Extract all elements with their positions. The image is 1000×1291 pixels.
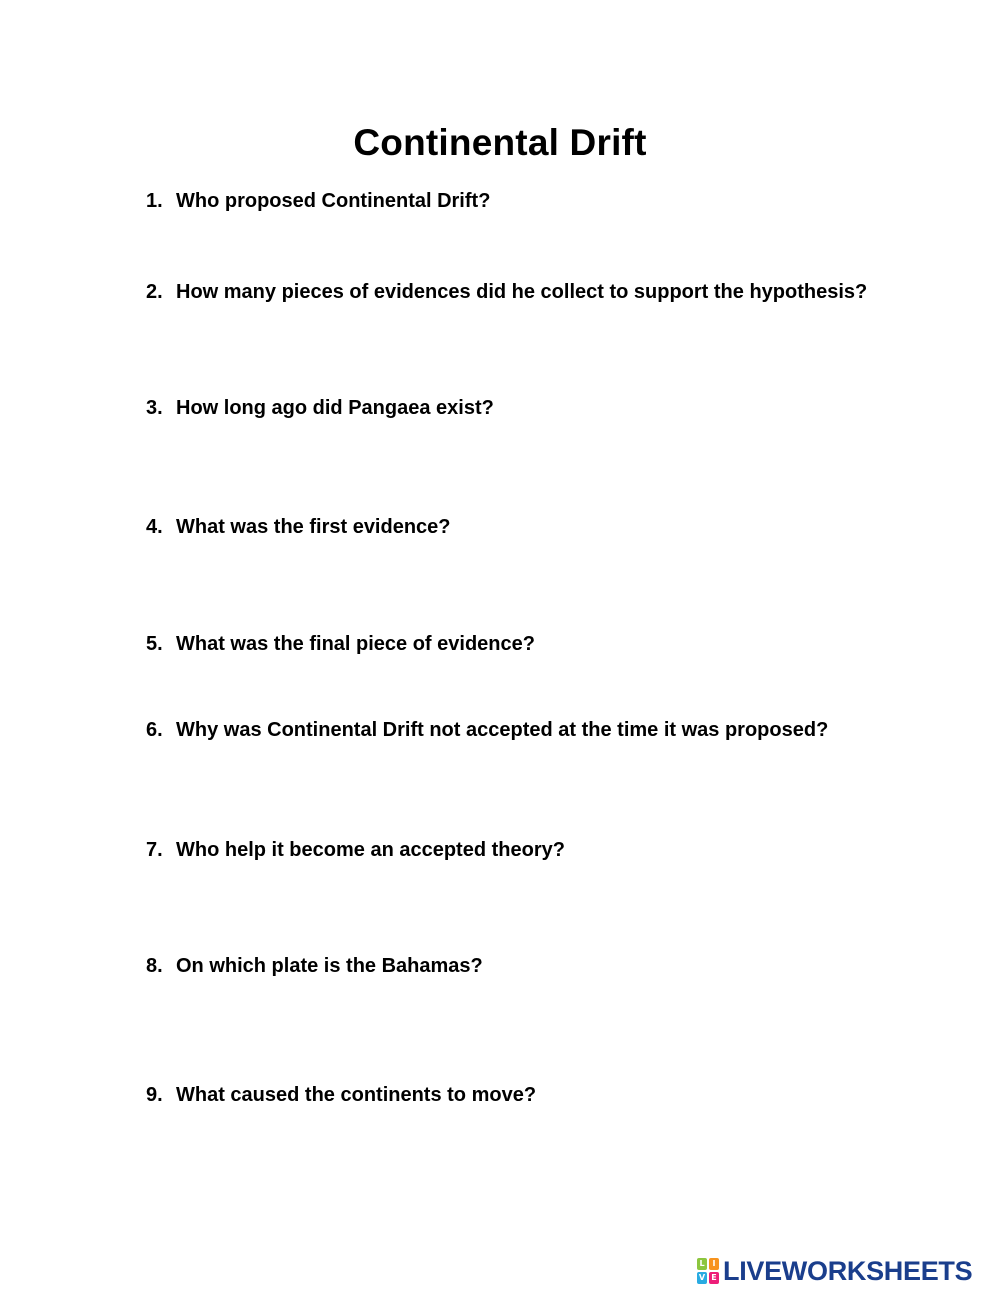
question-number: 4. xyxy=(146,516,163,538)
logo-tile-e-icon: E xyxy=(709,1272,719,1284)
question-number: 2. xyxy=(146,281,163,303)
question-4 xyxy=(146,514,451,540)
question-7 xyxy=(146,837,565,863)
question-text: What was the final piece of evidence? xyxy=(176,633,535,655)
question-number: 5. xyxy=(146,633,163,655)
liveworksheets-logo xyxy=(697,1257,972,1285)
logo-tile-v-icon: V xyxy=(698,1273,706,1282)
question-3 xyxy=(146,395,494,421)
question-number: 8. xyxy=(146,955,163,977)
question-5 xyxy=(146,631,535,657)
question-2 xyxy=(146,279,867,305)
question-number: 3. xyxy=(146,397,163,419)
question-text: Why was Continental Drift not accepted at the time it was proposed? xyxy=(176,719,829,741)
question-text: What caused the continents to move? xyxy=(176,1084,537,1106)
question-text: On which plate is the Bahamas? xyxy=(176,955,483,977)
question-8 xyxy=(146,953,483,979)
question-1 xyxy=(146,188,490,214)
logo-tile-l-icon: L xyxy=(697,1258,707,1270)
question-9 xyxy=(146,1082,536,1108)
page-title: Continental Drift xyxy=(353,122,647,163)
liveworksheets-logo-icon xyxy=(697,1258,719,1284)
question-number: 6. xyxy=(146,719,163,741)
question-number: 7. xyxy=(146,839,163,861)
question-6 xyxy=(146,717,828,743)
question-text: Who proposed Continental Drift? xyxy=(176,190,491,212)
question-number: 9. xyxy=(146,1084,163,1106)
question-text: What was the first evidence? xyxy=(176,516,451,538)
question-text: How long ago did Pangaea exist? xyxy=(176,397,494,419)
logo-tile-i-icon: I xyxy=(709,1258,719,1270)
question-number: 1. xyxy=(146,190,163,212)
question-text: How many pieces of evidences did he collect to support the hypothesis? xyxy=(176,281,868,303)
question-text: Who help it become an accepted theory? xyxy=(176,839,565,861)
liveworksheets-brand-text: LIVEWORKSHEETS xyxy=(723,1256,973,1286)
